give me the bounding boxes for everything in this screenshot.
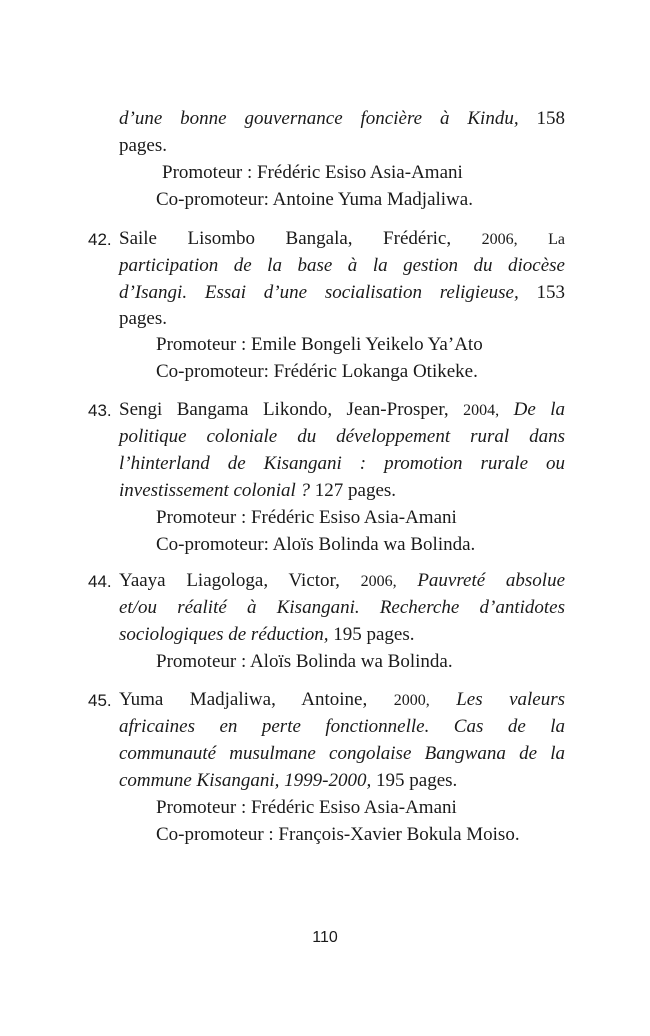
year: 2004, — [463, 402, 500, 419]
page-count: 195 pages. — [376, 770, 458, 791]
title-line — [119, 279, 565, 306]
promoteur: Promoteur : Frédéric Esiso Asia-Amani — [156, 507, 457, 528]
promoteur: Promoteur : Frédéric Esiso Asia-Amani — [162, 162, 463, 183]
title-fragment: investissement colonial ? — [119, 480, 311, 501]
pages-line: pages. — [119, 308, 168, 329]
title-line: africaines en perte fonctionnelle. Cas de la — [119, 716, 565, 737]
entry-number: 42. — [88, 230, 112, 249]
copromoteur: Co-promoteur: Frédéric Lokanga Otikeke. — [156, 361, 478, 382]
entry-line — [119, 396, 565, 424]
copromoteur: Co-promoteur: Antoine Yuma Madjaliwa. — [156, 189, 473, 210]
promoteur: Promoteur : Aloïs Bolinda wa Bolinda. — [156, 651, 453, 672]
author: Sengi Bangama Likondo, Jean-Prosper, — [119, 399, 449, 420]
title-line: l’hinterland de Kisangani : promotion rurale ou — [119, 453, 565, 474]
author: Yuma Madjaliwa, Antoine, — [119, 689, 368, 710]
continuation-line-2: pages. — [119, 135, 168, 156]
author: Saile Lisombo Bangala, Frédéric, — [119, 228, 452, 249]
title-line: politique coloniale du développement rural dans — [119, 426, 565, 447]
author: Yaaya Liagologa, Victor, — [119, 570, 340, 591]
entry-number: 43. — [88, 401, 112, 420]
entry-line — [119, 225, 565, 253]
copromoteur: Co-promoteur: Aloïs Bolinda wa Bolinda. — [156, 534, 476, 555]
title-fragment: commune Kisangani, 1999-2000, — [119, 770, 372, 791]
year: 2000, — [393, 692, 430, 709]
title-fragment: sociologiques de réduction, — [119, 624, 329, 645]
title-start: De la — [513, 399, 566, 420]
entry-number: 45. — [88, 691, 112, 710]
title-fragment: d’Isangi. Essai d’une socialisation religieuse, — [119, 282, 519, 303]
year: 2006, — [481, 231, 518, 248]
page-count: 158 — [536, 108, 565, 129]
year: 2006, — [360, 573, 397, 590]
title-line: communauté musulmane congolaise Bangwana de la — [119, 743, 565, 764]
title-line: et/ou réalité à Kisangani. Recherche d’antidotes — [119, 597, 565, 618]
title-line: participation de la base à la gestion du diocèse — [119, 255, 565, 276]
entry-line — [119, 686, 565, 714]
title-line — [119, 621, 565, 648]
page-count: 153 — [536, 282, 565, 303]
promoteur: Promoteur : Frédéric Esiso Asia-Amani — [156, 797, 457, 818]
page-count: 195 pages. — [333, 624, 415, 645]
title-line — [119, 767, 565, 794]
title-line — [119, 477, 565, 504]
entry-line — [119, 567, 565, 595]
title-start: Les valeurs — [456, 689, 565, 710]
page-count: 127 pages. — [314, 480, 397, 501]
page-number: 110 — [312, 929, 338, 946]
title-fragment: d’une bonne gouvernance foncière à Kindu, — [119, 108, 519, 129]
title-start: La — [548, 231, 566, 248]
continuation-line-1 — [119, 105, 565, 132]
promoteur: Promoteur : Emile Bongeli Yeikelo Ya’Ato — [156, 334, 483, 355]
copromoteur: Co-promoteur : François-Xavier Bokula Moiso. — [156, 824, 520, 845]
title-start: Pauvreté absolue — [417, 570, 566, 591]
entry-number: 44. — [88, 572, 112, 591]
